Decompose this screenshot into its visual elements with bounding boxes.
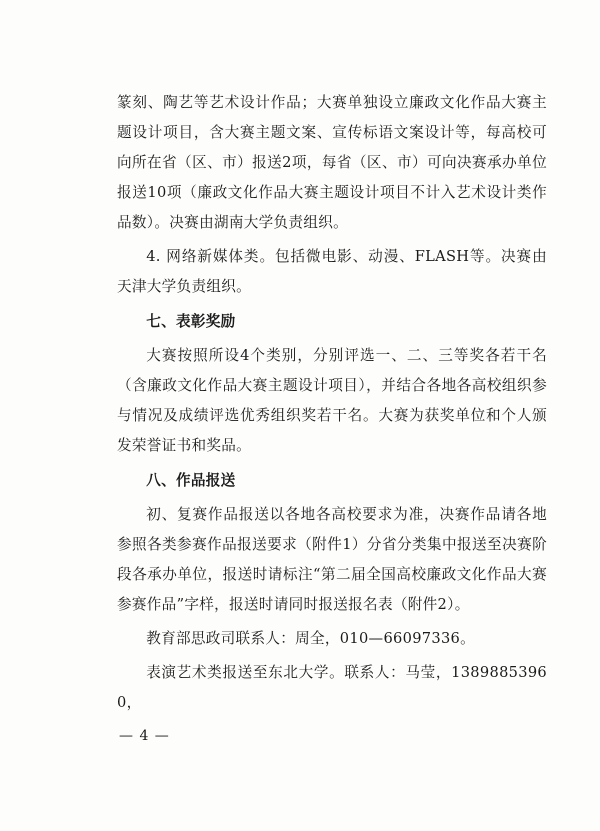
- document-body: [117, 88, 547, 718]
- paragraph-art-design-continued: 篆刻、陶艺等艺术设计作品；大赛单独设立廉政文化作品大赛主题设计项目，含大赛主题文案、宣传标语文案设计等，每高校可向所在省（区、市）报送2项，每省（区、市）可向决赛承办单位报送10项（廉政文化作品大赛主题设计项目不计入艺术设计类作品数）。决赛由湖南大学负责组织。: [117, 94, 547, 231]
- paragraph-contact-performing-arts: 表演艺术类报送至东北大学。联系人：马莹，13898853960，: [117, 664, 547, 711]
- paragraph-submission: 初、复赛作品报送以各地各高校要求为准，决赛作品请各地参照各类参赛作品报送要求（附件1）分省分类集中报送至决赛阶段各承办单位，报送时请标注“第二届全国高校廉政文化作品大赛参赛作品”字样，报送时请同时报送报名表（附件2）。: [117, 506, 547, 613]
- paragraph-awards: 大赛按照所设4个类别，分别评选一、二、三等奖各若干名（含廉政文化作品大赛主题设计项目），并结合各地各高校组织参与情况及成绩评选优秀组织奖若干名。大赛为获奖单位和个人颁发荣誉证书和奖品。: [117, 347, 547, 454]
- paragraph-new-media: 4. 网络新媒体类。包括微电影、动漫、FLASH等。决赛由天津大学负责组织。: [117, 248, 547, 295]
- paragraph-contact-ministry: 教育部思政司联系人：周全，010—66097336。: [146, 630, 476, 647]
- section-title-awards: 七、表彰奖励: [146, 313, 236, 330]
- page-number: — 4 —: [119, 728, 170, 744]
- section-title-submission: 八、作品报送: [146, 472, 236, 489]
